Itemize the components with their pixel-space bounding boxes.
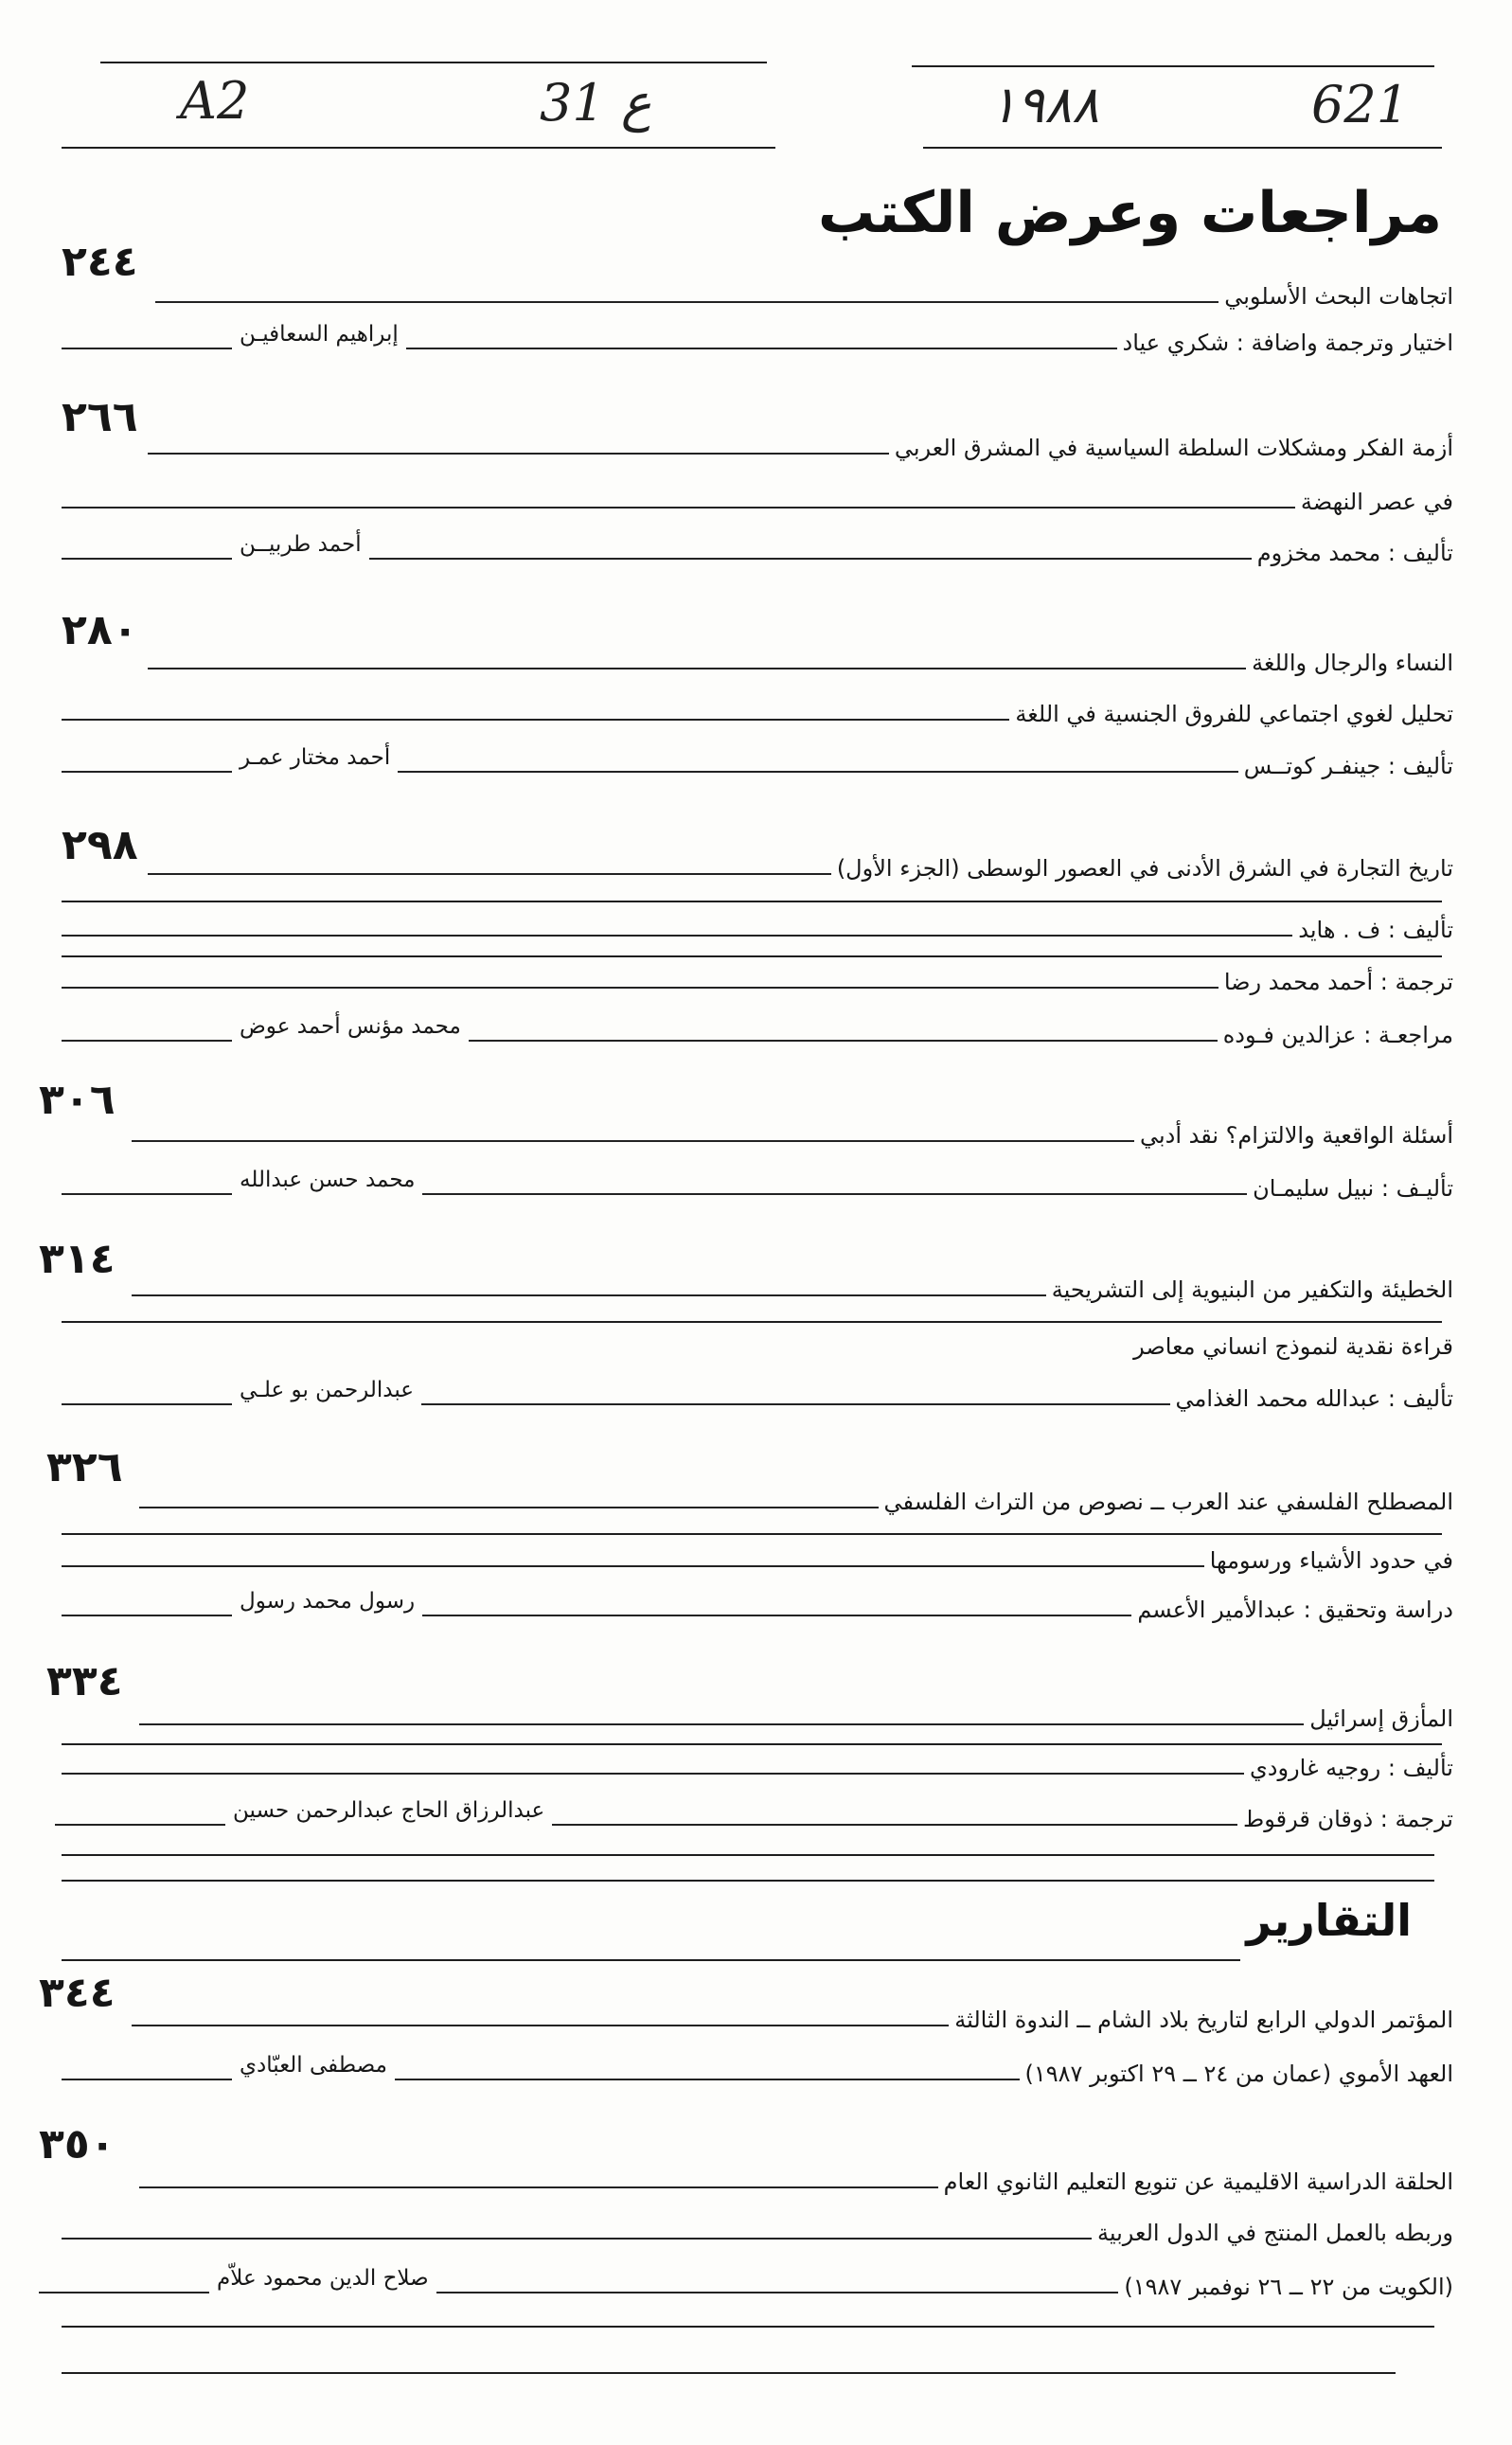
page-number: ٣٥٠ — [39, 2120, 116, 2168]
reviewer-name: مصطفى العبّادي — [240, 2053, 387, 2078]
leader-line — [406, 348, 1117, 349]
leader-line — [155, 301, 1218, 303]
leader-line — [62, 1773, 1244, 1775]
leader-line — [132, 2025, 949, 2026]
entry-line — [62, 1011, 1453, 1053]
section-rule — [62, 1959, 1240, 1961]
entry-line — [139, 2158, 1453, 2200]
leader-line — [62, 1193, 232, 1195]
book-credit: ترجمة : ذوقان قرقوط — [1243, 1806, 1453, 1832]
leader-line — [62, 558, 232, 560]
entry-line — [148, 424, 1453, 466]
entry-line — [155, 273, 1453, 314]
page-number: ٢٦٦ — [62, 393, 138, 441]
leader-line — [421, 1403, 1170, 1405]
entry-line — [62, 2209, 1453, 2251]
book-credit: دراسة وتحقيق : عبدالأمير الأعسم — [1137, 1597, 1453, 1623]
leader-line — [552, 1824, 1237, 1826]
leader-line — [62, 1565, 1204, 1567]
reviewer-name: محمد حسن عبدالله — [240, 1168, 416, 1192]
entry-line — [148, 639, 1453, 681]
report-title: الحلقة الدراسية الاقليمية عن تنويع التعليم الثانوي العام — [943, 2168, 1453, 2195]
leader-line — [62, 935, 1292, 937]
leader-line — [62, 1615, 232, 1616]
leader-line — [422, 1193, 1247, 1195]
entry-line — [62, 1323, 1453, 1365]
leader-line — [62, 507, 1295, 509]
entry-line — [148, 845, 1453, 886]
book-subtitle: في عصر النهضة — [1300, 489, 1453, 515]
entry-line — [62, 690, 1453, 732]
page-number: ٣٢٦ — [46, 1443, 123, 1491]
leader-line — [148, 668, 1246, 669]
leader-line — [139, 1723, 1304, 1725]
report-details: (الكويت من ٢٢ ــ ٢٦ نوفمبر ١٩٨٧) — [1124, 2274, 1453, 2300]
reviewer-name: محمد مؤنس أحمد عوض — [240, 1014, 461, 1039]
entry-line — [132, 1266, 1453, 1308]
reviewer-name: عبدالرزاق الحاج عبدالرحمن حسين — [233, 1798, 545, 1823]
leader-line — [132, 1140, 1134, 1142]
leader-line — [398, 771, 1237, 773]
leader-line — [39, 2292, 209, 2293]
leader-line — [62, 348, 232, 349]
page-number: ٢٨٠ — [62, 606, 138, 654]
book-title: النساء والرجال واللغة — [1252, 650, 1453, 676]
book-credit: مراجعـة : عزالدين فـوده — [1222, 1022, 1453, 1048]
leader-line — [62, 987, 1218, 989]
book-credit: تأليف : عبدالله محمد الغذامي — [1175, 1385, 1453, 1412]
entry-line — [62, 906, 1453, 948]
book-credit: تأليف : محمد مخزوم — [1256, 540, 1453, 566]
book-subtitle: قراءة نقدية لنموذج انساني معاصر — [1133, 1333, 1453, 1360]
page-number: ٣١٤ — [39, 1235, 116, 1283]
report-details: العهد الأموي (عمان من ٢٤ ــ ٢٩ اكتوبر ١٩٨٧) — [1024, 2061, 1453, 2087]
book-title: أزمة الفكر ومشكلات السلطة السياسية في المشرق العربي — [894, 435, 1453, 461]
leader-line — [62, 2079, 232, 2080]
entry-line — [62, 478, 1453, 520]
leader-line — [62, 1403, 232, 1405]
reviewer-name: إبراهيم السعافيـن — [240, 322, 399, 347]
book-title: اتجاهات البحث الأسلوبي — [1224, 283, 1453, 310]
entry-line — [62, 1537, 1453, 1579]
report-title: المؤتمر الدولي الرابع لتاريخ بلاد الشام ــ الندوة الثالثة — [954, 2007, 1453, 2033]
entry-line — [62, 2050, 1453, 2092]
book-credit: تأليـف : نبيل سليمـان — [1253, 1175, 1453, 1202]
leader-line — [469, 1040, 1218, 1042]
separator-rule — [62, 1533, 1442, 1535]
leader-line — [62, 719, 1009, 721]
entry-line — [62, 958, 1453, 1000]
separator-rule — [62, 901, 1442, 902]
handwritten-number: 621 — [1311, 75, 1410, 134]
header-rule — [912, 65, 1434, 67]
entry-line — [139, 1695, 1453, 1737]
page-number: ٣٤٤ — [39, 1969, 116, 2017]
book-title: المأزق إسرائيل — [1309, 1705, 1453, 1732]
entry-line — [62, 1165, 1453, 1206]
leader-line — [395, 2079, 1020, 2080]
handwritten-year: ١٩٨٨ — [989, 75, 1100, 134]
footer-rule — [62, 2372, 1396, 2374]
header-rule — [100, 62, 767, 63]
book-credit: تأليف : روجيه غارودي — [1249, 1755, 1453, 1781]
book-title: المصطلح الفلسفي عند العرب ــ نصوص من التراث الفلسفي — [883, 1489, 1453, 1515]
book-credit: ترجمة : أحمد محمد رضا — [1223, 969, 1453, 995]
book-credit: اختيار وترجمة واضافة : شكري عياد — [1122, 330, 1453, 356]
entry-line — [62, 1744, 1453, 1786]
footer-rule — [62, 2326, 1434, 2328]
handwritten-issue: 31 ع — [540, 73, 652, 133]
entry-line — [55, 1795, 1453, 1837]
leader-line — [148, 873, 831, 875]
book-credit: تأليف : ف . هايد — [1298, 917, 1453, 943]
header-rule — [62, 147, 775, 149]
entry-line — [62, 529, 1453, 571]
book-title: الخطيئة والتكفير من البنيوية إلى التشريحية — [1051, 1276, 1453, 1303]
section-rule — [62, 1854, 1434, 1856]
page-number: ٣٠٦ — [39, 1076, 116, 1124]
leader-line — [62, 2238, 1092, 2240]
reviewer-name: رسول محمد رسول — [240, 1589, 416, 1614]
book-title: تاريخ التجارة في الشرق الأدنى في العصور الوسطى (الجزء الأول) — [836, 855, 1453, 882]
page-number: ٢٩٨ — [62, 821, 138, 869]
entry-line — [62, 742, 1453, 784]
leader-line — [436, 2292, 1119, 2293]
book-credit: تأليف : جينفـر كوتــس — [1243, 753, 1453, 779]
entry-line — [62, 1375, 1453, 1417]
leader-line — [369, 558, 1252, 560]
entry-line — [39, 2263, 1453, 2305]
page-number: ٣٣٤ — [46, 1657, 123, 1705]
reviewer-name: صلاح الدين محمود علاّم — [217, 2266, 429, 2291]
leader-line — [55, 1824, 225, 1826]
leader-line — [139, 1507, 879, 1508]
leader-line — [62, 1040, 232, 1042]
section-rule — [62, 1880, 1434, 1882]
book-subtitle: تحليل لغوي اجتماعي للفروق الجنسية في اللغة — [1015, 701, 1453, 727]
page-number: ٢٤٤ — [62, 238, 138, 286]
reviewer-name: عبدالرحمن بو علـي — [240, 1378, 414, 1402]
leader-line — [139, 2186, 938, 2188]
leader-line — [148, 453, 889, 455]
reviewer-name: أحمد طربيــن — [240, 532, 362, 557]
leader-line — [62, 771, 232, 773]
entry-line — [62, 319, 1453, 361]
header-rule — [923, 147, 1442, 149]
leader-line — [132, 1294, 1046, 1296]
separator-rule — [62, 955, 1442, 957]
leader-line — [422, 1615, 1131, 1616]
book-title: أسئلة الواقعية والالتزام؟ نقد أدبي — [1139, 1122, 1453, 1149]
entry-line — [139, 1478, 1453, 1520]
book-subtitle: في حدود الأشياء ورسومها — [1209, 1547, 1453, 1574]
entry-line — [132, 1996, 1453, 2038]
entry-line — [132, 1112, 1453, 1153]
reviewer-name: أحمد مختار عمـر — [240, 745, 391, 770]
report-subtitle: وربطه بالعمل المنتج في الدول العربية — [1097, 2220, 1453, 2246]
entry-line — [62, 1586, 1453, 1628]
section-title: مراجعات وعرض الكتب — [817, 180, 1442, 246]
handwritten-code: A2 — [180, 71, 250, 131]
reports-title: التقارير — [1246, 1895, 1412, 1946]
